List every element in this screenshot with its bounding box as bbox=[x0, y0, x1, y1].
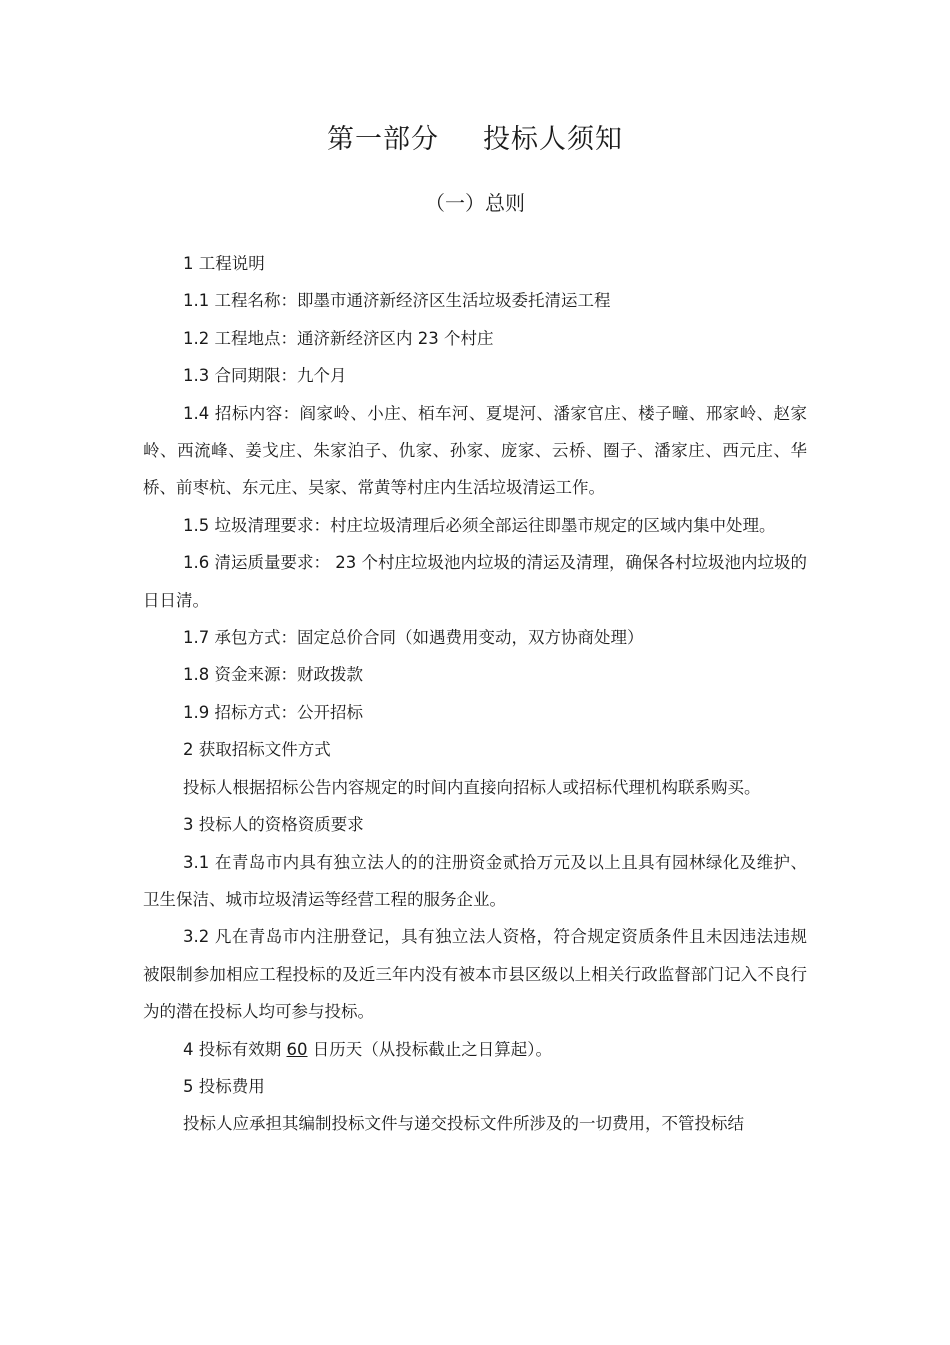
page-title bbox=[0, 122, 950, 158]
paragraph: 1.8 资金来源：财政拨款 bbox=[183, 665, 363, 685]
paragraph: 1 工程说明 bbox=[183, 254, 265, 273]
validity-suffix: 日历天（从投标截止之日算起）。 bbox=[307, 1039, 552, 1059]
paragraph: 1.2 工程地点：通济新经济区内 23 个村庄 bbox=[183, 328, 494, 348]
paragraph: 投标人应承担其编制投标文件与递交投标文件所涉及的一切费用，不管投标结 bbox=[183, 1114, 744, 1134]
section-subtitle: （一）总则 bbox=[425, 191, 525, 215]
paragraph: 3.2 凡在青岛市内注册登记，具有独立法人资格，符合规定资质条件且未因违法违规被限制参加相应工程投标的及近三年内没有被本市县区级以上相关行政监督部门记入不良行为的潜在投标人均可参与投标。 bbox=[143, 927, 807, 1022]
title-part-2: 投标人须知 bbox=[483, 124, 623, 155]
paragraph: 1.6 清运质量要求： 23 个村庄垃圾池内垃圾的清运及清理，确保各村垃圾池内垃圾的日日清。 bbox=[143, 553, 807, 610]
paragraph: 1.7 承包方式：固定总价合同（如遇费用变动，双方协商处理） bbox=[183, 628, 644, 648]
paragraph: 2 获取招标文件方式 bbox=[183, 740, 331, 760]
paragraph: 投标人根据招标公告内容规定的时间内直接向招标人或招标代理机构联系购买。 bbox=[183, 777, 761, 797]
paragraph: 1.9 招标方式：公开招标 bbox=[183, 702, 363, 722]
paragraph: 1.3 合同期限：九个月 bbox=[183, 366, 347, 386]
validity-days: 60 bbox=[286, 1039, 308, 1059]
paragraph: 3.1 在青岛市内具有独立法人的的注册资金贰拾万元及以上且具有园林绿化及维护、卫生保洁、城市垃圾清运等经营工程的服务企业。 bbox=[143, 852, 807, 909]
paragraph: 5 投标费用 bbox=[183, 1076, 265, 1096]
validity-prefix: 4 投标有效期 bbox=[183, 1039, 287, 1059]
paragraph: 1.5 垃圾清理要求：村庄垃圾清理后必须全部运往即墨市规定的区域内集中处理。 bbox=[183, 515, 776, 535]
title-part-1: 第一部分 bbox=[327, 124, 439, 155]
paragraph-validity bbox=[143, 1031, 807, 1068]
paragraph: 1.1 工程名称：即墨市通济新经济区生活垃圾委托清运工程 bbox=[183, 291, 611, 311]
paragraph: 3 投标人的资格资质要求 bbox=[183, 815, 364, 835]
document-body bbox=[143, 245, 807, 1143]
paragraph: 1.4 招标内容：阎家岭、小庄、栢车河、夏堤河、潘家官庄、楼子疃、邢家岭、赵家岭、西流峰、姜戈庄、朱家泊子、仇家、孙家、庞家、云桥、圈子、潘家庄、西元庄、华桥、前枣杭、东元庄、吴家、常黄等村庄内生活垃圾清运工作。 bbox=[143, 403, 807, 498]
